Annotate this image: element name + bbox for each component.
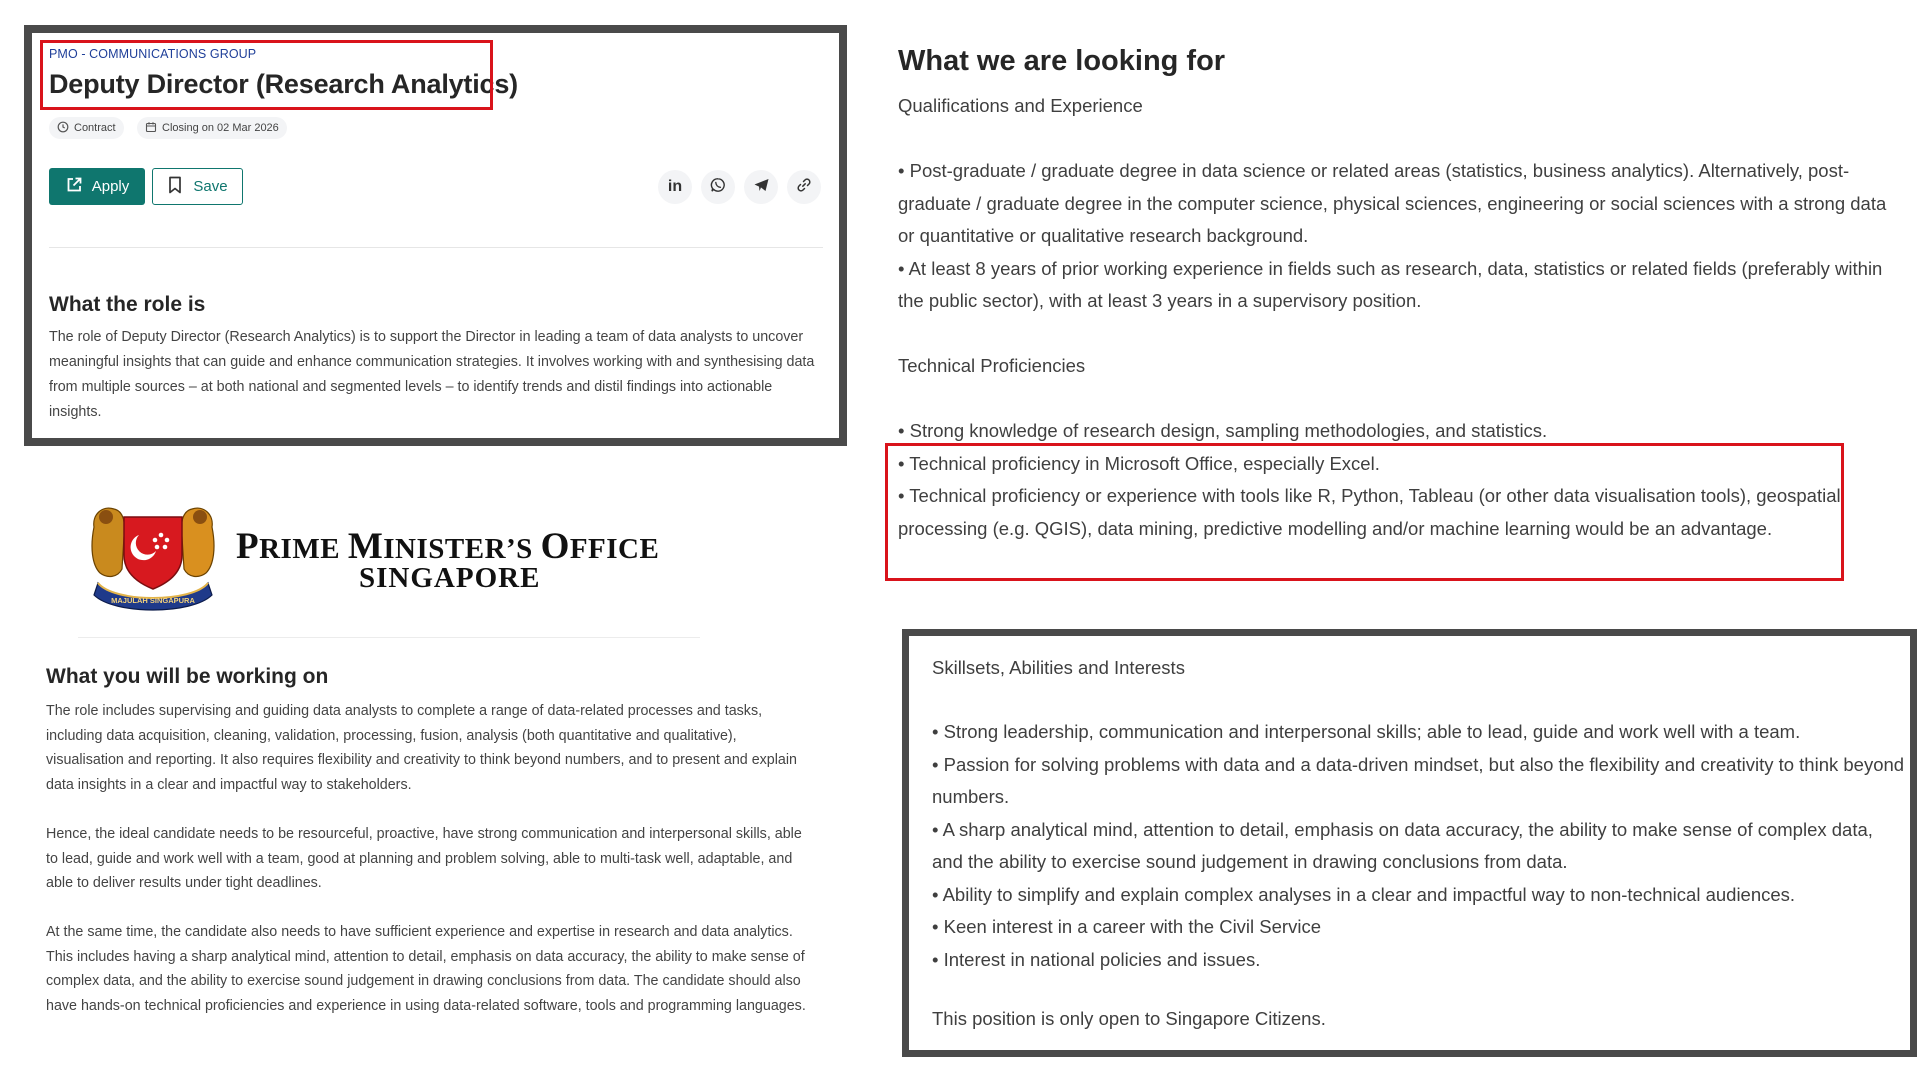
divider bbox=[49, 247, 823, 248]
logo-title-part: P bbox=[236, 526, 260, 567]
role-description: The role of Deputy Director (Research Analytics) is to support the Director in leading a team of data analysts to uncover meaningful insights that can guide and enhance communication strategies. It involves working with and synthesising data from multiple sources – at both national and segmented levels – to identify trends and distil findings into actionable insights. bbox=[49, 329, 815, 420]
technical-heading: Technical Proficiencies bbox=[898, 355, 1086, 376]
linkedin-share-button[interactable] bbox=[658, 170, 692, 204]
linkedin-glyph: in bbox=[667, 178, 683, 195]
apply-button[interactable] bbox=[49, 168, 145, 205]
skills-heading: Skillsets, Abilities and Interests bbox=[932, 657, 1185, 678]
telegram-share-button[interactable] bbox=[744, 170, 778, 204]
crest-motto: MAJULAH SINGAPURA bbox=[111, 596, 195, 605]
working-on-paragraph: Hence, the ideal candidate needs to be resourceful, proactive, have strong communication and interpersonal skills, able to lead, guide and work well with a team, good at planning and problem solving, able to multi-task well, adaptable, and able to deliver results under tight deadlines. bbox=[46, 826, 802, 891]
looking-for-heading: What we are looking for bbox=[898, 45, 1226, 77]
list-item: • Keen interest in a career with the Civil Service bbox=[932, 916, 1321, 937]
list-item: • Interest in national policies and issues. bbox=[932, 948, 1261, 970]
logo-title-part: INISTER’S bbox=[383, 533, 541, 565]
list-item: • At least 8 years of prior working experience in fields such as research, data, statistics or related fields (preferably within the public sector), with at least 3 years in a supervisory position. bbox=[898, 257, 1883, 311]
highlight-box-technical bbox=[885, 443, 1844, 581]
linkedin-icon bbox=[668, 178, 682, 196]
list-item: • Strong leadership, communication and interpersonal skills; able to lead, guide and work well with a team. bbox=[932, 721, 1801, 742]
external-link-icon bbox=[65, 176, 83, 198]
list-item: • Technical proficiency in Microsoft Office, especially Excel. bbox=[898, 452, 1380, 474]
bookmark-icon bbox=[167, 176, 183, 198]
qualifications-list bbox=[898, 155, 1898, 318]
employment-type-text: Contract bbox=[74, 122, 116, 134]
list-item: • Passion for solving problems with data and a data-driven mindset, but also the flexibility and creativity to think beyond numbers. bbox=[932, 753, 1905, 807]
apply-button-label: Apply bbox=[91, 178, 130, 195]
save-button-label: Save bbox=[193, 178, 228, 195]
list-item: • A sharp analytical mind, attention to detail, emphasis on data accuracy, the ability to make sense of complex data, and the ability to exercise sound judgement in drawing conclusions from data. bbox=[932, 818, 1873, 872]
whatsapp-share-button[interactable] bbox=[701, 170, 735, 204]
working-on-paragraph: At the same time, the candidate also needs to have sufficient experience and expertise in research and data analytics. This includes having a sharp analytical mind, attention to detail, emphasis on data accuracy, the ability to make sense of complex data, and the ability to exercise sound judgement in drawing conclusions from data. The candidate should also have hands-on technical proficiencies and experience in using data-related software, tools and programming languages. bbox=[46, 924, 806, 1014]
logo-title-part: O bbox=[540, 526, 570, 567]
list-item: • Technical proficiency or experience with tools like R, Python, Tableau (or other data visualisation tools), geospatial processing (e.g. QGIS), data mining, predictive modelling and/or machine learning would be an advantage. bbox=[898, 485, 1841, 539]
singapore-crest-logo bbox=[84, 497, 222, 613]
logo-subtitle: SINGAPORE bbox=[359, 562, 541, 594]
list-item: • Ability to simplify and explain complex analyses in a clear and impactful way to non-technical audiences. bbox=[932, 883, 1796, 905]
logo-title-part: FFICE bbox=[569, 533, 660, 565]
divider bbox=[78, 637, 700, 638]
skills-list bbox=[932, 716, 1907, 976]
telegram-icon bbox=[753, 177, 770, 198]
link-icon bbox=[796, 177, 812, 198]
role-section-heading: What the role is bbox=[49, 293, 206, 316]
department-label: PMO - COMMUNICATIONS GROUP bbox=[49, 47, 257, 61]
page-title: Deputy Director (Research Analytics) bbox=[49, 69, 518, 99]
closing-date-tag bbox=[137, 117, 287, 139]
closing-date-text: Closing on 02 Mar 2026 bbox=[162, 122, 279, 134]
list-item: • Strong knowledge of research design, sampling methodologies, and statistics. bbox=[898, 420, 1548, 441]
working-on-heading: What you will be working on bbox=[46, 665, 329, 688]
citizenship-note: This position is only open to Singapore Citizens. bbox=[932, 1008, 1326, 1029]
qualifications-heading: Qualifications and Experience bbox=[898, 95, 1143, 116]
calendar-icon bbox=[145, 121, 157, 136]
highlight-box-title bbox=[40, 40, 493, 110]
whatsapp-icon bbox=[710, 177, 726, 198]
save-button[interactable] bbox=[152, 168, 243, 205]
employment-type-tag bbox=[49, 117, 124, 139]
clock-icon bbox=[57, 121, 69, 136]
list-item: • Post-graduate / graduate degree in data science or related areas (statistics, business analytics). Alternatively, post-graduate / graduate degree in the computer science, physical sciences, engineering or social sciences with a strong data or quantitative or qualitative research background. bbox=[898, 160, 1887, 246]
logo-title-part: M bbox=[347, 526, 384, 567]
working-on-paragraph: The role includes supervising and guiding data analysts to complete a range of data-related processes and tasks, including data acquisition, cleaning, validation, processing, fusion, analysis (both quantitative and qualitative), visualisation and reporting. It also requires flexibility and creativity to think beyond numbers, and to present and explain data insights in a clear and impactful way to stakeholders. bbox=[46, 703, 798, 793]
copy-link-button[interactable] bbox=[787, 170, 821, 204]
logo-title-part: RIME bbox=[259, 533, 348, 565]
